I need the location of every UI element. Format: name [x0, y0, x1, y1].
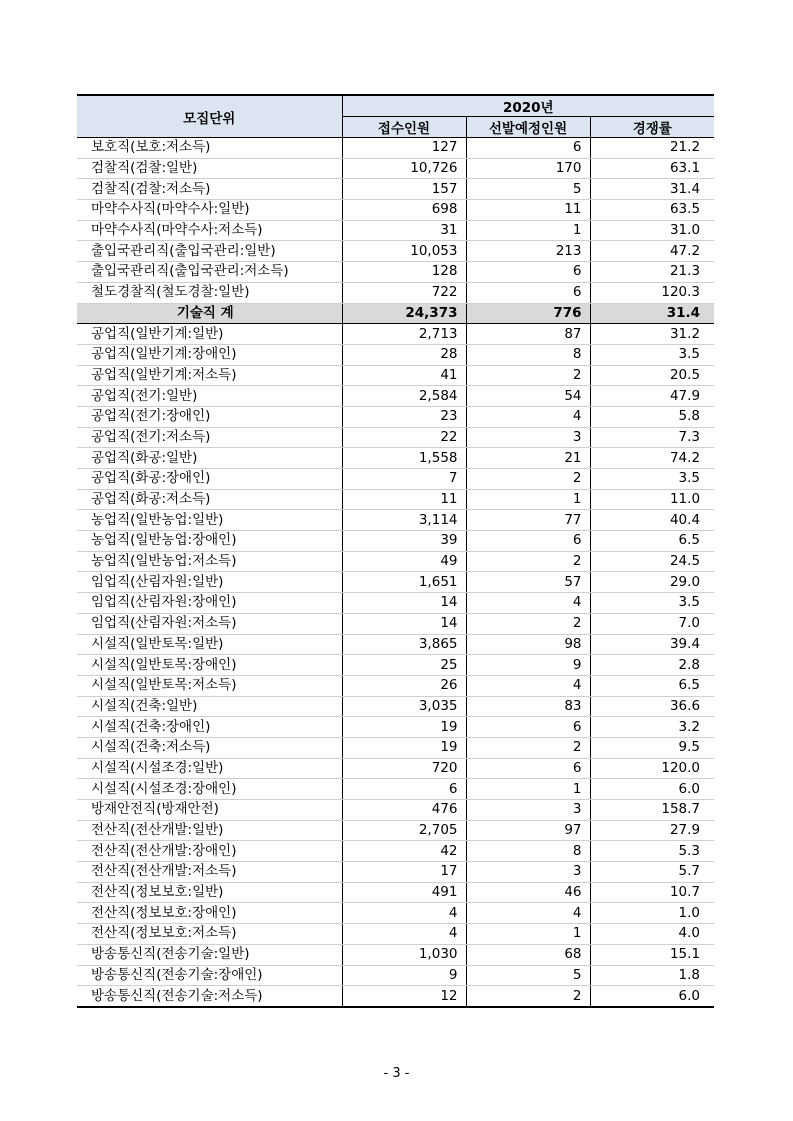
- planned-cell: 87: [466, 324, 590, 345]
- ratio-cell: 5.7: [590, 862, 714, 883]
- unit-name-cell: 검찰직(검찰:저소득): [77, 179, 342, 200]
- table-row: [77, 448, 714, 469]
- ratio-cell: 21.3: [590, 262, 714, 283]
- ratio-cell: 3.5: [590, 593, 714, 614]
- unit-name-cell: 시설직(건축:장애인): [77, 717, 342, 738]
- unit-name-cell: 검찰직(검찰:일반): [77, 158, 342, 179]
- applicants-cell: 720: [342, 758, 466, 779]
- ratio-cell: 36.6: [590, 696, 714, 717]
- table-row: [77, 965, 714, 986]
- unit-name-cell: 시설직(건축:일반): [77, 696, 342, 717]
- applicants-cell: 476: [342, 800, 466, 821]
- unit-name-cell: 전산직(정보보호:장애인): [77, 903, 342, 924]
- applicants-cell: 9: [342, 965, 466, 986]
- ratio-cell: 63.5: [590, 200, 714, 221]
- ratio-cell: 158.7: [590, 800, 714, 821]
- planned-cell: 21: [466, 448, 590, 469]
- ratio-cell: 6.5: [590, 675, 714, 696]
- table-row: [77, 324, 714, 345]
- table-row: [77, 696, 714, 717]
- ratio-cell: 1.0: [590, 903, 714, 924]
- applicants-cell: 41: [342, 365, 466, 386]
- ratio-cell: 120.3: [590, 282, 714, 303]
- planned-cell: 4: [466, 903, 590, 924]
- planned-cell: 6: [466, 262, 590, 283]
- planned-cell: 2: [466, 737, 590, 758]
- table-row: [77, 613, 714, 634]
- ratio-cell: 31.4: [590, 303, 714, 324]
- planned-cell: 6: [466, 138, 590, 159]
- planned-cell: 6: [466, 531, 590, 552]
- planned-cell: 2: [466, 613, 590, 634]
- applicants-cell: 2,705: [342, 820, 466, 841]
- ratio-cell: 11.0: [590, 489, 714, 510]
- table-row: [77, 717, 714, 738]
- planned-cell: 8: [466, 841, 590, 862]
- planned-cell: 68: [466, 944, 590, 965]
- planned-cell: 83: [466, 696, 590, 717]
- ratio-cell: 40.4: [590, 510, 714, 531]
- planned-cell: 6: [466, 717, 590, 738]
- applicants-cell: 3,114: [342, 510, 466, 531]
- applicants-cell: 49: [342, 551, 466, 572]
- unit-name-cell: 시설직(일반토목:장애인): [77, 655, 342, 676]
- planned-cell: 1: [466, 779, 590, 800]
- applicants-cell: 24,373: [342, 303, 466, 324]
- ratio-cell: 1.8: [590, 965, 714, 986]
- unit-name-cell: 철도경찰직(철도경찰:일반): [77, 282, 342, 303]
- table-row: [77, 779, 714, 800]
- table-row: [77, 758, 714, 779]
- applicants-cell: 11: [342, 489, 466, 510]
- year-header: 2020년: [342, 95, 714, 117]
- applicants-cell: 3,865: [342, 634, 466, 655]
- unit-name-cell: 공업직(화공:장애인): [77, 469, 342, 490]
- planned-cell: 77: [466, 510, 590, 531]
- planned-cell: 5: [466, 965, 590, 986]
- planned-cell: 3: [466, 862, 590, 883]
- planned-cell: 213: [466, 241, 590, 262]
- table-row: [77, 427, 714, 448]
- unit-name-cell: 공업직(전기:장애인): [77, 406, 342, 427]
- table-row: [77, 365, 714, 386]
- applicants-cell: 10,053: [342, 241, 466, 262]
- table-row: [77, 282, 714, 303]
- planned-column-header: 선발예정인원: [466, 117, 590, 138]
- table-row: [77, 841, 714, 862]
- applicants-cell: 2,584: [342, 386, 466, 407]
- unit-name-cell: 방송통신직(전송기술:저소득): [77, 986, 342, 1007]
- ratio-cell: 31.2: [590, 324, 714, 345]
- ratio-cell: 15.1: [590, 944, 714, 965]
- unit-name-cell: 임업직(산림자원:저소득): [77, 613, 342, 634]
- unit-name-cell: 시설직(일반토목:일반): [77, 634, 342, 655]
- ratio-cell: 6.0: [590, 779, 714, 800]
- applicants-cell: 7: [342, 469, 466, 490]
- unit-column-header: 모집단위: [77, 95, 342, 138]
- ratio-cell: 3.5: [590, 344, 714, 365]
- table-row: [77, 531, 714, 552]
- planned-cell: 2: [466, 365, 590, 386]
- planned-cell: 1: [466, 489, 590, 510]
- table-row: [77, 572, 714, 593]
- planned-cell: 4: [466, 593, 590, 614]
- page-number: - 3 -: [383, 1066, 410, 1081]
- table-row: [77, 469, 714, 490]
- ratio-cell: 39.4: [590, 634, 714, 655]
- ratio-cell: 5.3: [590, 841, 714, 862]
- table-body: [77, 138, 714, 1007]
- table-row: [77, 862, 714, 883]
- table-row: [77, 344, 714, 365]
- planned-cell: 8: [466, 344, 590, 365]
- unit-name-cell: 시설직(건축:저소득): [77, 737, 342, 758]
- ratio-cell: 7.3: [590, 427, 714, 448]
- unit-name-cell: 농업직(일반농업:장애인): [77, 531, 342, 552]
- unit-name-cell: 전산직(전산개발:일반): [77, 820, 342, 841]
- ratio-cell: 120.0: [590, 758, 714, 779]
- applicants-cell: 2,713: [342, 324, 466, 345]
- table-row: [77, 986, 714, 1007]
- unit-name-cell: 전산직(전산개발:저소득): [77, 862, 342, 883]
- applicants-cell: 4: [342, 903, 466, 924]
- unit-name-cell: 시설직(시설조경:일반): [77, 758, 342, 779]
- unit-name-cell: 마약수사직(마약수사:일반): [77, 200, 342, 221]
- unit-name-cell: 전산직(정보보호:일반): [77, 882, 342, 903]
- applicants-cell: 3,035: [342, 696, 466, 717]
- unit-name-cell: 보호직(보호:저소득): [77, 138, 342, 159]
- applicants-cell: 19: [342, 717, 466, 738]
- unit-name-cell: 시설직(일반토목:저소득): [77, 675, 342, 696]
- ratio-cell: 2.8: [590, 655, 714, 676]
- table-row: [77, 510, 714, 531]
- planned-cell: 98: [466, 634, 590, 655]
- table-row: [77, 551, 714, 572]
- ratio-cell: 63.1: [590, 158, 714, 179]
- unit-name-cell: 공업직(전기:일반): [77, 386, 342, 407]
- recruitment-table: [77, 94, 714, 1008]
- unit-name-cell: 공업직(일반기계:저소득): [77, 365, 342, 386]
- applicants-cell: 25: [342, 655, 466, 676]
- planned-cell: 9: [466, 655, 590, 676]
- unit-name-cell: 전산직(정보보호:저소득): [77, 924, 342, 945]
- table-row: [77, 882, 714, 903]
- unit-name-cell: 출입국관리직(출입국관리:저소득): [77, 262, 342, 283]
- unit-name-cell: 방재안전직(방재안전): [77, 800, 342, 821]
- planned-cell: 1: [466, 924, 590, 945]
- ratio-cell: 3.2: [590, 717, 714, 738]
- table-row: [77, 903, 714, 924]
- planned-cell: 1: [466, 220, 590, 241]
- planned-cell: 776: [466, 303, 590, 324]
- table-row: [77, 406, 714, 427]
- ratio-column-header: 경쟁률: [590, 117, 714, 138]
- unit-name-cell: 농업직(일반농업:일반): [77, 510, 342, 531]
- table-row: [77, 158, 714, 179]
- unit-name-cell: 마약수사직(마약수사:저소득): [77, 220, 342, 241]
- ratio-cell: 31.0: [590, 220, 714, 241]
- ratio-cell: 47.9: [590, 386, 714, 407]
- applicants-cell: 39: [342, 531, 466, 552]
- ratio-cell: 6.0: [590, 986, 714, 1007]
- planned-cell: 6: [466, 282, 590, 303]
- table-row: [77, 138, 714, 159]
- unit-name-cell: 출입국관리직(출입국관리:일반): [77, 241, 342, 262]
- applicants-cell: 4: [342, 924, 466, 945]
- table-row: [77, 675, 714, 696]
- applicants-cell: 1,030: [342, 944, 466, 965]
- planned-cell: 97: [466, 820, 590, 841]
- applicants-cell: 6: [342, 779, 466, 800]
- applicants-cell: 17: [342, 862, 466, 883]
- applicants-cell: 26: [342, 675, 466, 696]
- unit-name-cell: 공업직(일반기계:일반): [77, 324, 342, 345]
- applicants-cell: 14: [342, 613, 466, 634]
- planned-cell: 4: [466, 675, 590, 696]
- table-row: [77, 634, 714, 655]
- table-header: [77, 95, 714, 138]
- applicants-cell: 22: [342, 427, 466, 448]
- table-row: [77, 489, 714, 510]
- planned-cell: 2: [466, 551, 590, 572]
- table-row: [77, 820, 714, 841]
- table-row: [77, 262, 714, 283]
- ratio-cell: 3.5: [590, 469, 714, 490]
- unit-name-cell: 방송통신직(전송기술:일반): [77, 944, 342, 965]
- ratio-cell: 10.7: [590, 882, 714, 903]
- table-row: [77, 179, 714, 200]
- table-row: [77, 241, 714, 262]
- unit-name-cell: 임업직(산림자원:장애인): [77, 593, 342, 614]
- planned-cell: 11: [466, 200, 590, 221]
- planned-cell: 2: [466, 986, 590, 1007]
- applicants-column-header: 접수인원: [342, 117, 466, 138]
- planned-cell: 3: [466, 800, 590, 821]
- planned-cell: 4: [466, 406, 590, 427]
- table-row: [77, 737, 714, 758]
- ratio-cell: 47.2: [590, 241, 714, 262]
- planned-cell: 2: [466, 469, 590, 490]
- ratio-cell: 6.5: [590, 531, 714, 552]
- unit-name-cell: 공업직(화공:저소득): [77, 489, 342, 510]
- ratio-cell: 29.0: [590, 572, 714, 593]
- applicants-cell: 12: [342, 986, 466, 1007]
- table-row: [77, 200, 714, 221]
- table-row: [77, 386, 714, 407]
- applicants-cell: 491: [342, 882, 466, 903]
- applicants-cell: 23: [342, 406, 466, 427]
- planned-cell: 6: [466, 758, 590, 779]
- applicants-cell: 698: [342, 200, 466, 221]
- applicants-cell: 19: [342, 737, 466, 758]
- unit-name-cell: 공업직(화공:일반): [77, 448, 342, 469]
- table-row: [77, 944, 714, 965]
- planned-cell: 57: [466, 572, 590, 593]
- applicants-cell: 31: [342, 220, 466, 241]
- ratio-cell: 24.5: [590, 551, 714, 572]
- ratio-cell: 31.4: [590, 179, 714, 200]
- subtotal-row: [77, 303, 714, 324]
- unit-name-cell: 농업직(일반농업:저소득): [77, 551, 342, 572]
- applicants-cell: 10,726: [342, 158, 466, 179]
- unit-name-cell: 시설직(시설조경:장애인): [77, 779, 342, 800]
- applicants-cell: 14: [342, 593, 466, 614]
- table-row: [77, 655, 714, 676]
- ratio-cell: 5.8: [590, 406, 714, 427]
- ratio-cell: 20.5: [590, 365, 714, 386]
- planned-cell: 46: [466, 882, 590, 903]
- ratio-cell: 7.0: [590, 613, 714, 634]
- applicants-cell: 28: [342, 344, 466, 365]
- unit-name-cell: 기술직 계: [77, 303, 342, 324]
- unit-name-cell: 방송통신직(전송기술:장애인): [77, 965, 342, 986]
- planned-cell: 170: [466, 158, 590, 179]
- unit-name-cell: 공업직(전기:저소득): [77, 427, 342, 448]
- table-row: [77, 800, 714, 821]
- table-row: [77, 220, 714, 241]
- applicants-cell: 157: [342, 179, 466, 200]
- unit-name-cell: 임업직(산림자원:일반): [77, 572, 342, 593]
- unit-name-cell: 공업직(일반기계:장애인): [77, 344, 342, 365]
- planned-cell: 5: [466, 179, 590, 200]
- ratio-cell: 9.5: [590, 737, 714, 758]
- applicants-cell: 1,651: [342, 572, 466, 593]
- planned-cell: 3: [466, 427, 590, 448]
- ratio-cell: 4.0: [590, 924, 714, 945]
- table-row: [77, 593, 714, 614]
- applicants-cell: 127: [342, 138, 466, 159]
- applicants-cell: 42: [342, 841, 466, 862]
- ratio-cell: 27.9: [590, 820, 714, 841]
- ratio-cell: 21.2: [590, 138, 714, 159]
- applicants-cell: 1,558: [342, 448, 466, 469]
- applicants-cell: 128: [342, 262, 466, 283]
- planned-cell: 54: [466, 386, 590, 407]
- unit-name-cell: 전산직(전산개발:장애인): [77, 841, 342, 862]
- ratio-cell: 74.2: [590, 448, 714, 469]
- table-row: [77, 924, 714, 945]
- applicants-cell: 722: [342, 282, 466, 303]
